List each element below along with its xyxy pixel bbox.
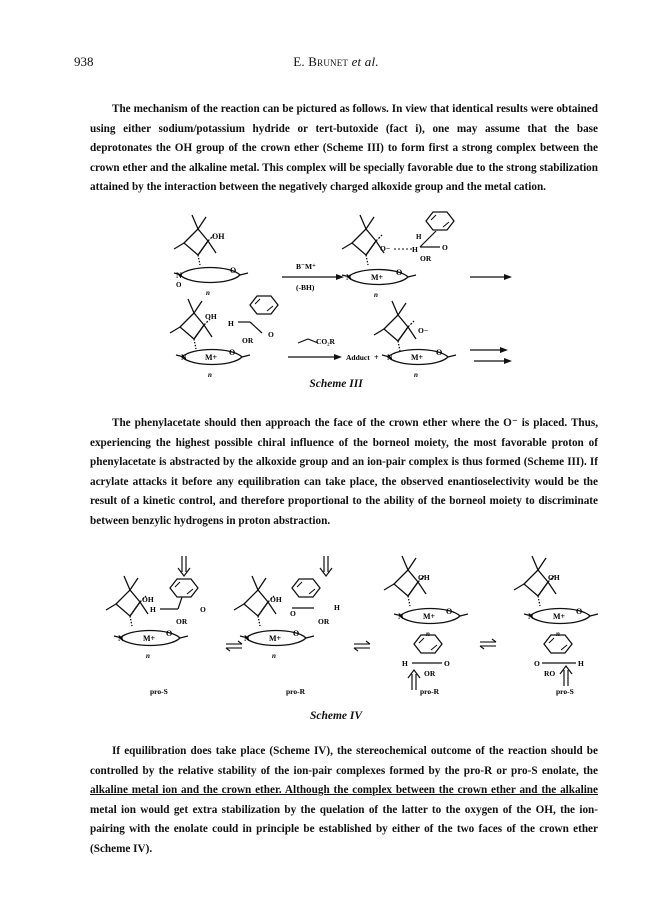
oh-label: OH (548, 573, 560, 582)
carbonyl-o-label: O (290, 609, 296, 618)
metal-label: M+ (423, 612, 436, 621)
o-atom-label: O (293, 629, 300, 638)
oh-label: OH (212, 232, 225, 241)
metal-label: M+ (269, 634, 282, 643)
n-subscript: n (426, 630, 430, 638)
pro-label: pro-S (556, 687, 574, 696)
h-label: H (228, 319, 234, 328)
n-atom-label: N (387, 353, 393, 362)
h-label: H (150, 605, 156, 614)
o-atom-label: O (166, 629, 173, 638)
scheme-4-caption: Scheme IV (309, 710, 363, 722)
carbonyl-o-label: O (200, 605, 206, 614)
o-atom-label: O (436, 348, 443, 357)
n-subscript: n (374, 291, 378, 299)
o-minus-label: O− (380, 244, 391, 253)
scheme4-structure-pro-r-2 (384, 556, 468, 696)
h-label: H (402, 659, 408, 668)
paragraph-3-part-1: If equilibration does take place (Scheme IV), the stereochemical outcome of the reaction should be controlled by the relative stability of the ion-pair complexes formed by the pro-R or pro-S enolate, the (90, 745, 598, 777)
or-label: OR (420, 254, 432, 263)
running-title (0, 54, 672, 70)
o-atom-label: O (446, 607, 453, 616)
co2r-label: CO₂R (316, 337, 335, 346)
h-label: H (412, 245, 418, 254)
equilibrium-arrow-2 (354, 641, 370, 651)
o-atom-label: O (176, 281, 182, 289)
n-subscript: n (272, 652, 276, 660)
scheme3-arrow-2 (470, 274, 512, 280)
carbonyl-o-label: O (534, 659, 540, 668)
pro-label: pro-R (286, 687, 306, 696)
scheme3-reactant (174, 215, 248, 297)
pro-label: pro-R (420, 687, 440, 696)
pro-label: pro-S (150, 687, 168, 696)
adduct-label: Adduct (346, 353, 370, 362)
reagent-top-label: B⁻M⁺ (296, 262, 316, 271)
h-label: H (334, 603, 340, 612)
o-minus-label: O− (418, 326, 429, 335)
scheme-3 (0, 205, 672, 395)
scheme3-arrow-1 (282, 262, 344, 292)
equilibrium-arrow-1 (226, 641, 242, 651)
o-atom-label: O (396, 268, 403, 277)
paragraph-3-underlined: alkaline metal ion and the crown ether. Although the complex between the crown ether and the alkaline (90, 784, 598, 797)
scheme3-ion-pair (170, 296, 278, 379)
oh-label: OH (205, 312, 217, 321)
n-subscript: n (206, 289, 210, 297)
ro-label: RO (544, 669, 556, 678)
scheme4-structure-pro-s-1 (106, 556, 206, 696)
paragraph-3 (90, 742, 598, 860)
metal-label: M+ (411, 353, 424, 362)
or-label: OR (424, 669, 436, 678)
n-atom-label: N (244, 634, 250, 643)
n-subscript: n (414, 371, 418, 379)
paragraph-2 (90, 414, 598, 532)
carbonyl-o-label: O (442, 243, 448, 252)
n-atom-label: N (181, 353, 187, 362)
scheme3-arrow-3 (288, 337, 379, 362)
paragraph-1 (90, 100, 598, 198)
paragraph-1-text: The mechanism of the reaction can be pictured as follows. In view that identical results were obtained using either sodium/potassium hydride or tert-butoxide (fact i), one may assume that the base deprotonates the OH group of the crown ether (Scheme III) to form first a strong complex between the crown ether and the alkaline metal. This complex will be specially favorable due to the strong stabilization attained by the interaction between the negatively charged alkoxide group and the metal cation. (90, 103, 598, 194)
oh-label: OH (270, 595, 282, 604)
carbonyl-o-label: O (268, 330, 274, 339)
scheme-4-drawing (0, 552, 672, 702)
scheme3-arrow-4 (470, 347, 512, 364)
carbonyl-o-label: O (444, 659, 450, 668)
n-atom-label: N (346, 273, 352, 282)
scheme-3-caption: Scheme III (309, 378, 363, 390)
paragraph-3-text (90, 742, 598, 860)
oh-label: OH (418, 573, 430, 582)
n-atom-label: N (398, 612, 404, 621)
metal-label: M+ (143, 634, 156, 643)
o-atom-label: O (230, 266, 237, 275)
n-subscript: n (146, 652, 150, 660)
o-atom-label: O (576, 607, 583, 616)
or-label: OR (318, 617, 330, 626)
metal-label: M+ (205, 353, 218, 362)
h-label: H (416, 233, 422, 241)
or-label: OR (242, 336, 254, 345)
oh-label: OH (142, 595, 154, 604)
plus-label: + (374, 353, 379, 362)
scheme3-regenerated (374, 301, 456, 379)
running-title-author: E. Brunet (293, 54, 349, 69)
h-label: H (578, 659, 584, 668)
scheme3-complex-1 (342, 212, 454, 299)
paragraph-3-part-2: metal ion would get extra stabilization by the quelation of the latter to the oxygen of the OH, the ion-pairing with the enolate could in principle be established by either of the two faces of the crown ether (Scheme IV). (90, 803, 598, 855)
n-subscript: n (556, 630, 560, 638)
page-number: 938 (74, 54, 94, 69)
scheme-3-drawing (0, 205, 672, 395)
n-atom-label: N (528, 612, 534, 621)
metal-label: M+ (553, 612, 566, 621)
equilibrium-arrow-3 (480, 639, 496, 649)
running-title-etal: et al. (351, 54, 379, 69)
paragraph-2-text: The phenylacetate should then approach the face of the crown ether where the O⁻ is placed. Thus, experiencing the highest possible chiral influence of the borneol moiety, the most favorable proton of phenylacetate is abstracted by the alkoxide group and an ion-pair complex is thus formed (Scheme III). If acrylate attacks it before any equilibration can take place, the observed enantioselectivity would be the result of a kinetic control, and therefore proportional to the ability of the borneol moiety to discriminate between benzylic hydrogens in proton abstraction. (90, 417, 598, 527)
n-subscript: n (208, 371, 212, 379)
n-atom-label: N (176, 271, 182, 280)
scheme-4 (0, 552, 672, 702)
o-atom-label: O (229, 348, 236, 357)
reagent-bottom-label: (-BH) (296, 283, 315, 292)
metal-label: M+ (371, 273, 384, 282)
or-label: OR (176, 617, 188, 626)
n-atom-label: N (118, 634, 124, 643)
scheme4-structure-pro-s-2 (514, 556, 598, 696)
scheme4-structure-pro-r-1 (234, 556, 340, 696)
